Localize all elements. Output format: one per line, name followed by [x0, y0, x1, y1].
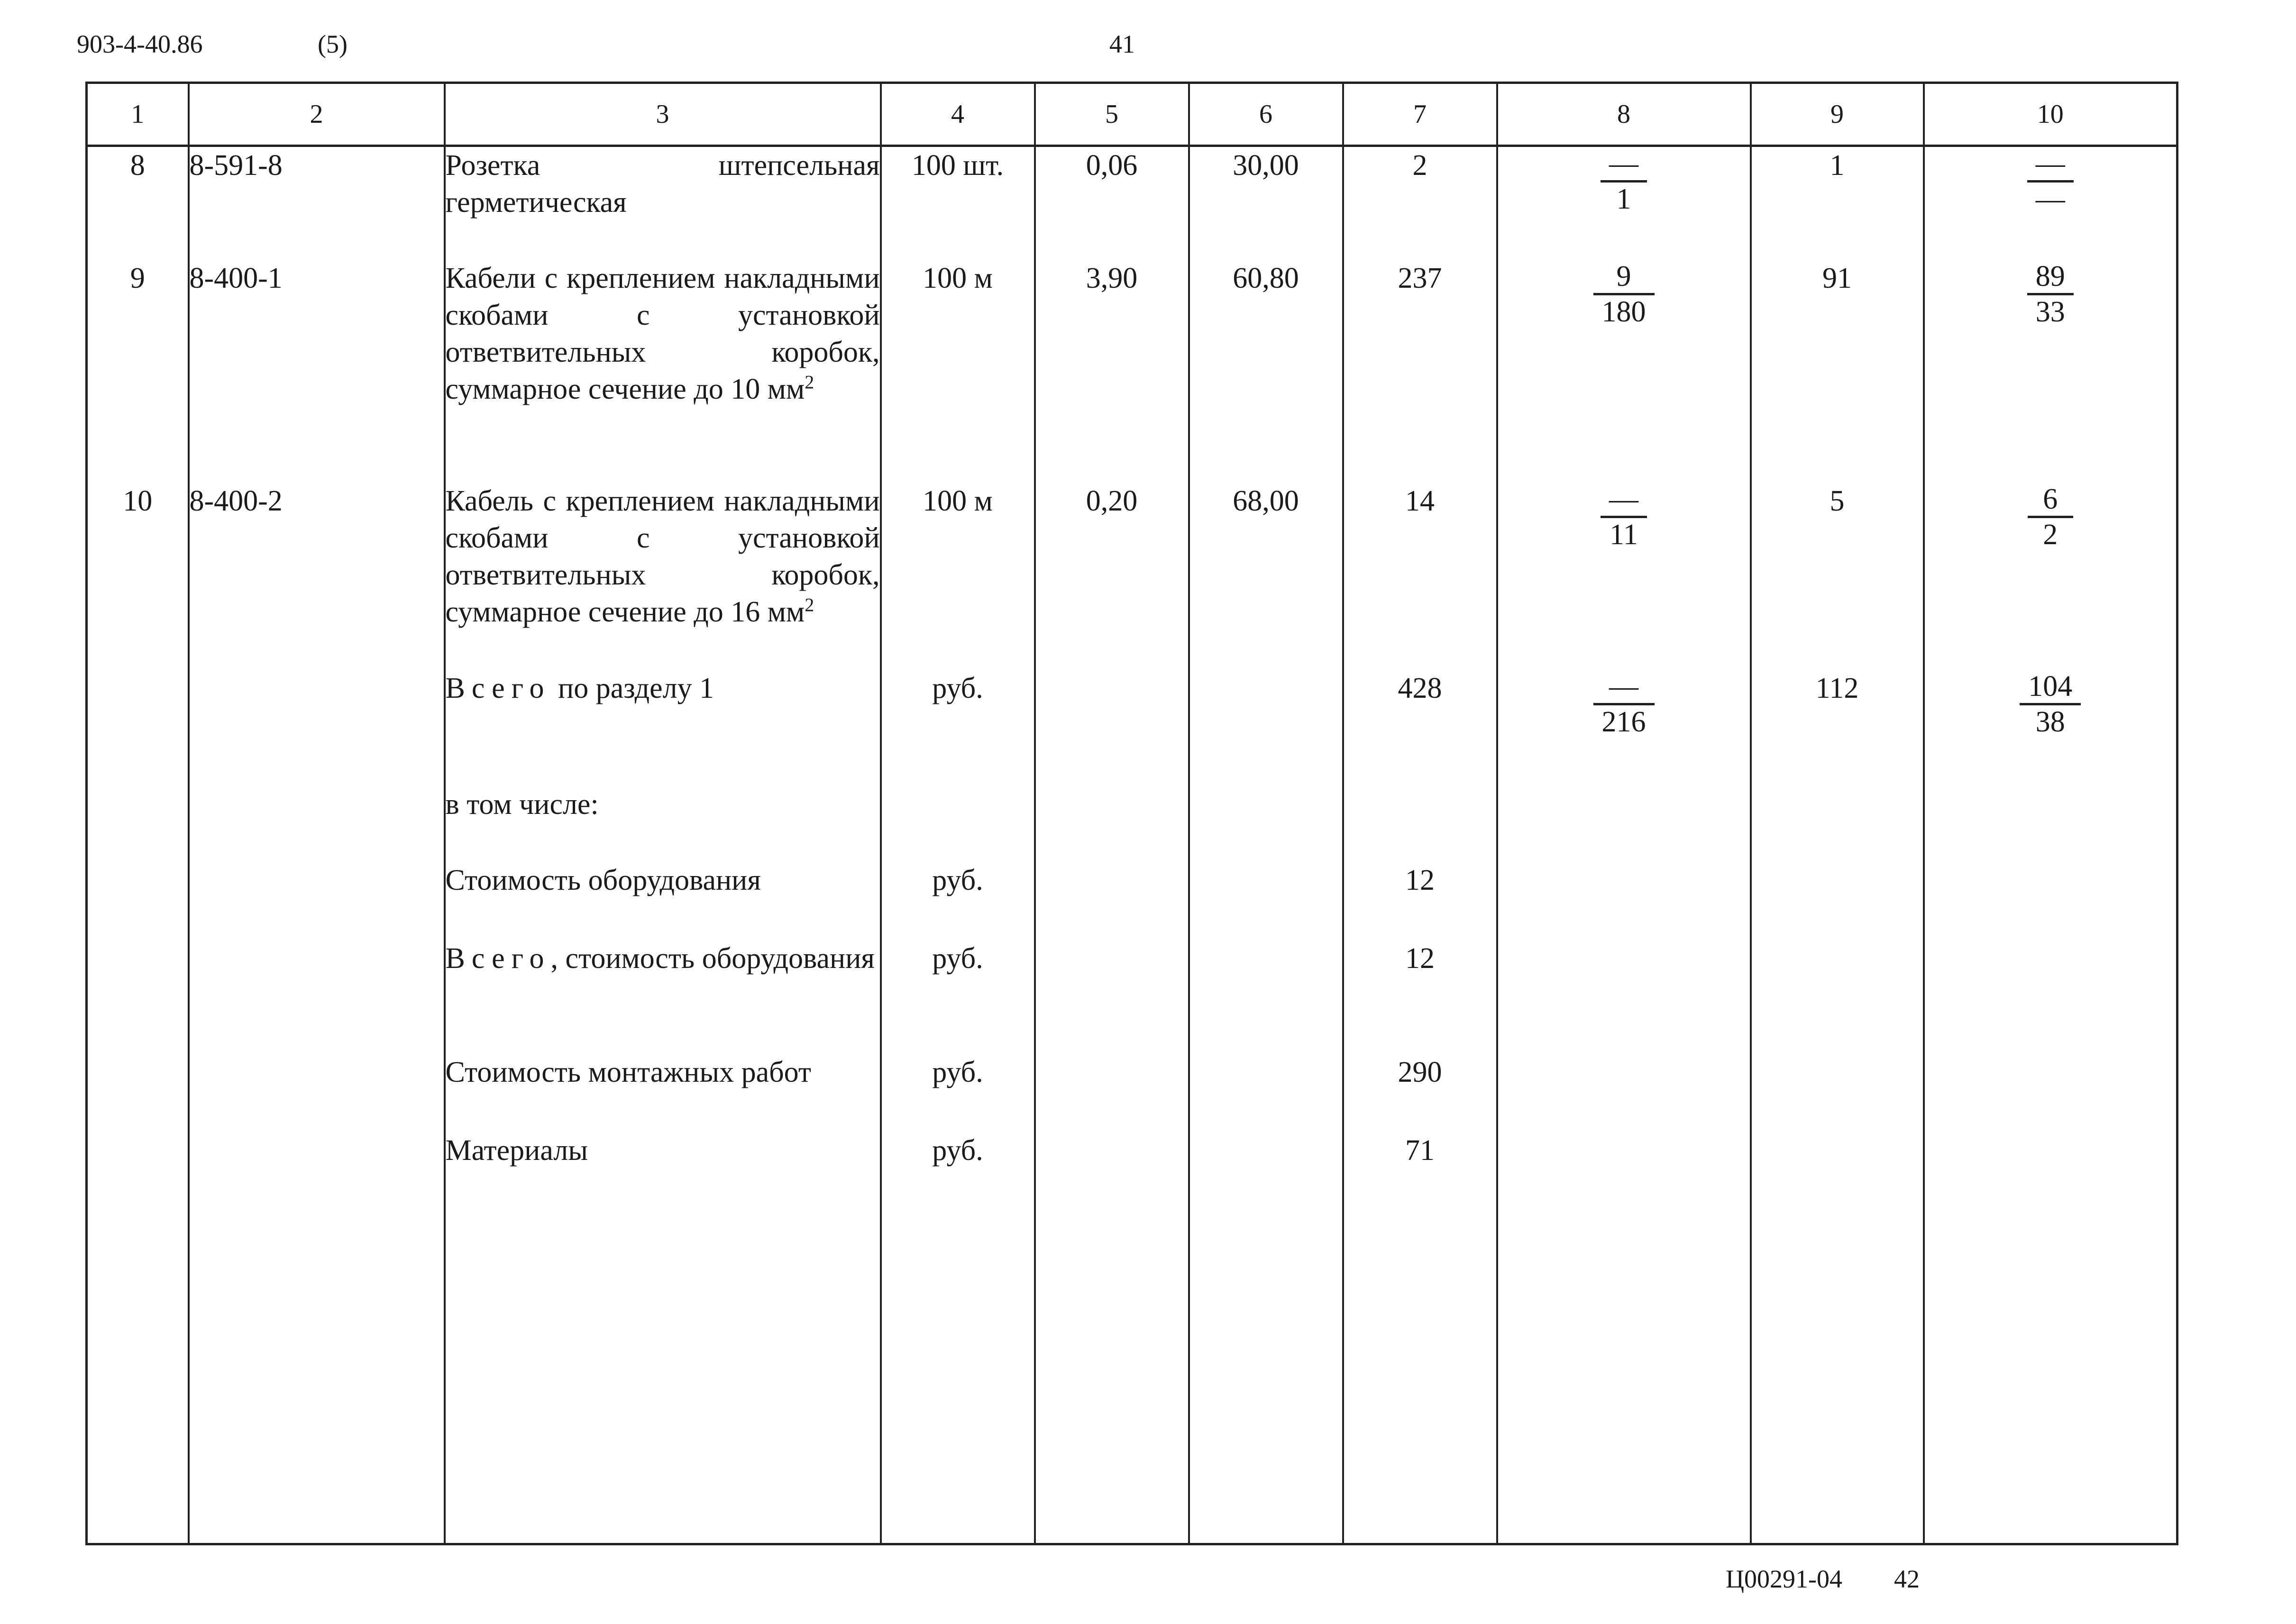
unit: руб.: [881, 940, 1035, 1054]
cost-value: 91: [1751, 260, 1924, 483]
fraction-denominator: 180: [1601, 295, 1646, 328]
fraction-denominator: 2: [2043, 518, 2058, 551]
estimate-table: [85, 82, 2178, 1545]
table-row: [87, 483, 2177, 670]
fraction-cell: [1497, 260, 1751, 483]
fraction-numerator: 9: [1593, 260, 1655, 295]
fraction-cell: [1924, 670, 2177, 786]
unit: руб.: [881, 1054, 1035, 1132]
fraction-denominator: 38: [2035, 705, 2065, 738]
document-code: 903-4-40.86: [77, 30, 203, 58]
fraction-denominator: 1: [1616, 183, 1631, 215]
unit: 100 шт.: [881, 146, 1035, 260]
fraction-numerator: 89: [2027, 260, 2074, 295]
total-cost: 2: [1343, 146, 1497, 260]
summary-value: 290: [1343, 1054, 1497, 1132]
fraction-numerator: —: [1593, 670, 1655, 705]
fraction-cell: [1924, 146, 2177, 260]
cost-value: 112: [1751, 670, 1924, 786]
cost-value: 1: [1751, 146, 1924, 260]
table-row: [87, 260, 2177, 483]
fraction-numerator: 6: [2028, 483, 2073, 518]
row-number: 10: [87, 483, 189, 670]
fraction-numerator: 104: [2020, 670, 2081, 705]
fraction-numerator: —: [1601, 147, 1647, 182]
description-text: Кабели с креплением накладными скобами с установкой ответвительных коробок, суммарное сечение до 10 мм: [445, 262, 880, 405]
column-header: 10: [1924, 83, 2177, 146]
unit-price: 60,80: [1189, 260, 1343, 483]
work-description: Розетка штепсельная герметическая: [445, 146, 881, 260]
fraction-cell: [1497, 146, 1751, 260]
description-text: Кабель с креплением накладными скобами с установкой ответвительных коробок, суммарное сечение до 16 мм: [445, 484, 880, 628]
column-header: 2: [189, 83, 445, 146]
column-header: 3: [445, 83, 881, 146]
quantity: 0,20: [1035, 483, 1189, 670]
section-mark: (5): [318, 30, 348, 58]
row-number: 9: [87, 260, 189, 483]
including-label: в том числе:: [445, 786, 881, 862]
rate-code: 8-400-2: [189, 483, 445, 670]
summary-row: [87, 940, 2177, 1054]
total-cost: 428: [1343, 670, 1497, 786]
quantity: 3,90: [1035, 260, 1189, 483]
summary-row: [87, 1054, 2177, 1132]
unit: руб.: [881, 862, 1035, 940]
quantity: 0,06: [1035, 146, 1189, 260]
column-header: 8: [1497, 83, 1751, 146]
fraction-numerator: —: [1601, 483, 1647, 518]
column-header: 9: [1751, 83, 1924, 146]
unit-price: 68,00: [1189, 483, 1343, 670]
column-header: 4: [881, 83, 1035, 146]
unit: руб.: [881, 1132, 1035, 1544]
summary-value: 71: [1343, 1132, 1497, 1544]
fraction-cell: [1924, 483, 2177, 670]
superscript: 2: [805, 593, 814, 615]
fraction-denominator: 33: [2035, 295, 2065, 328]
footer-page-number: 42: [1894, 1565, 1920, 1593]
column-header: 6: [1189, 83, 1343, 146]
footer-code: Ц00291-04: [1726, 1565, 1842, 1593]
summary-row: [87, 862, 2177, 940]
fraction-cell: [1497, 483, 1751, 670]
column-header: 7: [1343, 83, 1497, 146]
fraction-cell: [1924, 260, 2177, 483]
fraction-denominator: —: [2035, 183, 2065, 215]
unit-price: 30,00: [1189, 146, 1343, 260]
column-header: 1: [87, 83, 189, 146]
row-number: 8: [87, 146, 189, 260]
total-cost: 14: [1343, 483, 1497, 670]
superscript: 2: [805, 371, 814, 392]
including-row: [87, 786, 2177, 862]
work-description: [445, 260, 881, 483]
work-description: [445, 483, 881, 670]
summary-label: Материалы: [445, 1132, 881, 1544]
unit: руб.: [881, 670, 1035, 786]
rate-code: 8-400-1: [189, 260, 445, 483]
summary-value: 12: [1343, 862, 1497, 940]
summary-label: Стоимость оборудования: [445, 862, 881, 940]
unit: 100 м: [881, 260, 1035, 483]
page-number: 41: [1109, 30, 1135, 58]
section-total-label: Всего по разделу 1: [445, 670, 881, 786]
total-cost: 237: [1343, 260, 1497, 483]
summary-label: Стоимость монтажных работ: [445, 1054, 881, 1132]
column-header: 5: [1035, 83, 1189, 146]
summary-row: [87, 1132, 2177, 1544]
fraction-denominator: 216: [1601, 705, 1646, 738]
unit: 100 м: [881, 483, 1035, 670]
summary-label: Всего, стоимость оборудования: [445, 940, 881, 1054]
summary-value: 12: [1343, 940, 1497, 1054]
section-total-row: [87, 670, 2177, 786]
rate-code: 8-591-8: [189, 146, 445, 260]
cost-value: 5: [1751, 483, 1924, 670]
fraction-denominator: 11: [1610, 518, 1638, 551]
column-number-row: [87, 83, 2177, 146]
table-row: [87, 146, 2177, 260]
fraction-cell: [1497, 670, 1751, 786]
fraction-numerator: —: [2027, 147, 2074, 182]
